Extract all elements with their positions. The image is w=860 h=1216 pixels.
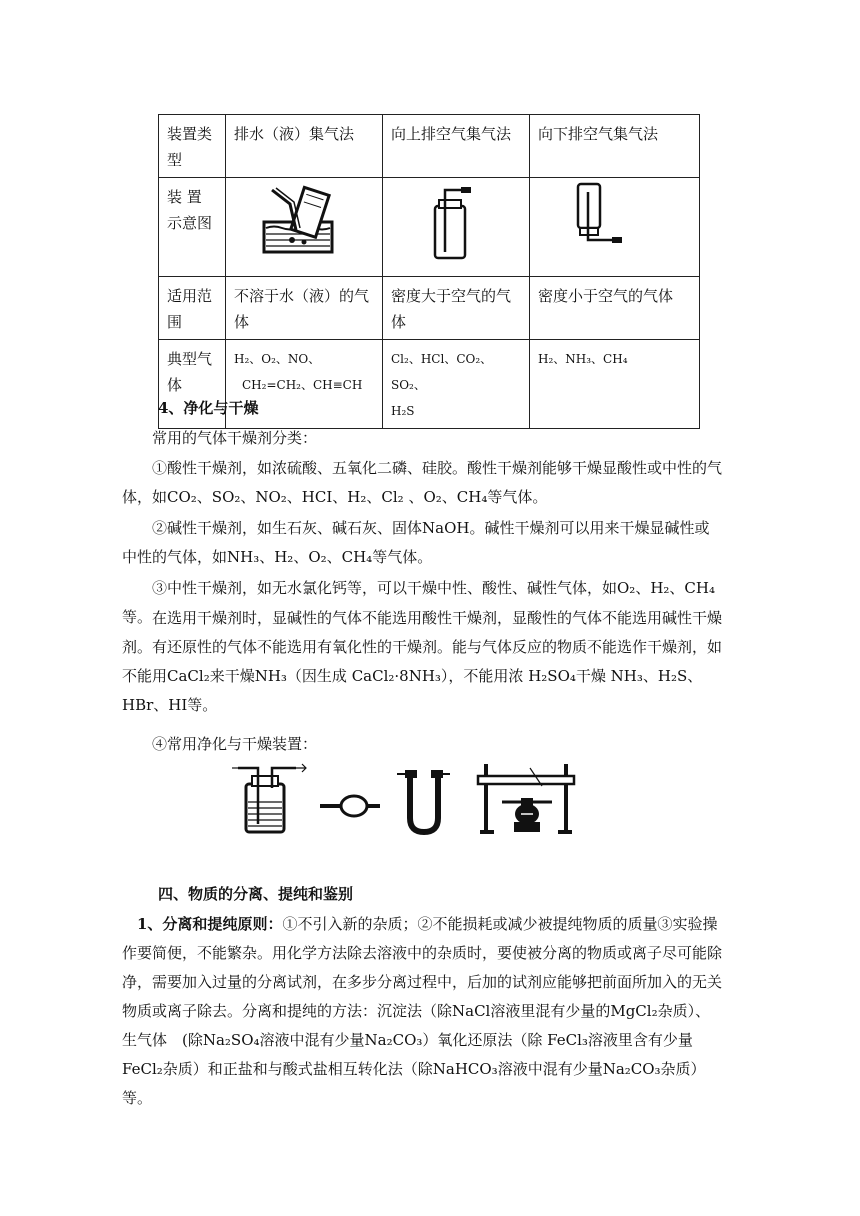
paragraph-basic: ②碱性干燥剂，如生石灰、碱石灰、固体NaOH。碱性干燥剂可以用来干燥显碱性或中性的气体，如NH₃、H₂、O₂、CH₄等气体。 [122,519,710,566]
typical-water-line1: H₂、O₂、NO、 [234,352,321,366]
downward-air-diagram [568,178,668,258]
section-four-title: 四、物质的分离、提纯和鉴别 [158,885,354,903]
paragraph-selection: 在选用干燥剂时，显碱性的气体不能选用酸性干燥剂，显酸性的气体不能选用碱性干燥剂。有还原性的气体不能选用有氧化性的干燥剂。能与气体反应的物质不能选作干燥剂，如不能用CaCl₂来干燥NH₃（因生成 CaCl₂·8NH₃），不能用浓 H₂SO₄干燥 NH₃、H₂S、HBr、HI等。 [122,609,723,714]
wash-bottle-icon [232,764,306,832]
paragraph-acidic: ①酸性干燥剂，如浓硫酸、五氧化二磷、硅胶。酸性干燥剂能够干燥显酸性或中性的气体，如CO₂、SO₂、NO₂、HCI、H₂、Cl₂ 、O₂、CH₄等气体。 [122,459,723,506]
cell-scope-downward: 密度小于空气的气体 [530,277,700,340]
table-row-diagram [159,178,700,277]
cell-scope-upward: 密度大于空气的气体 [383,277,530,340]
typical-water-line2: CH₂=CH₂、CH≡CH [242,378,363,392]
gas-collection-table [158,114,700,429]
upward-air-diagram [419,182,519,262]
paragraph-devices: ④常用净化与干燥装置： [152,735,318,753]
section-4-title: 4、净化与干燥 [158,399,259,417]
purification-devices-diagram [230,758,590,838]
separation-principle-text: ①不引入新的杂质；②不能损耗或减少被提纯物质的质量③实验操作要简便，不能繁杂。用化学方法除去溶液中的杂质时，要使被分离的物质或离子尽可能除净，需要加入过量的分离试剂，在多步分离过程中，后加的试剂应能够把前面所加入的无关物质或离子除去。分离和提纯的方法：沉淀法（除NaCl溶液里混有少量的MgCl₂杂质）、生气体 (除Na₂SO₄溶液中混有少量Na₂CO₃）氧化还原法（除 FeCl₃溶液里含有少量 FeCl₂杂质）和正盐和与酸式盐相互转化法（除NaHCO₃溶液中混有少量Na₂CO₃杂质）等。 [122,915,723,1107]
heating-apparatus-icon [478,764,574,834]
cell-upward-diagram [383,178,530,277]
typical-upward-line2: H₂S [391,404,415,418]
table-row-scope [159,277,700,340]
cell-downward-method: 向下排空气集气法 [530,115,700,178]
cell-diagram-label: 装 置 示意图 [159,178,226,277]
drying-tube-icon [320,796,380,816]
cell-downward-diagram [530,178,700,277]
cell-type-label: 装置类型 [159,115,226,178]
cell-upward-method: 向上排空气集气法 [383,115,530,178]
separation-principle-label: 1、分离和提纯原则： [137,915,283,933]
cell-scope-water: 不溶于水（液）的气体 [226,277,383,340]
paragraph-separation [122,910,722,1113]
water-trough-diagram [254,182,354,262]
cell-water-diagram [226,178,383,277]
cell-typical-downward: H₂、NH₃、CH₄ [530,340,700,429]
paragraph-neutral: ③中性干燥剂，如无水氯化钙等，可以干燥中性、酸性、碱性气体，如O₂、H₂、CH₄等。 [122,579,715,626]
dry-intro: 常用的气体干燥剂分类： [152,429,318,447]
cell-typical-label: 典型气体 [159,340,226,429]
cell-water-method: 排水（液）集气法 [226,115,383,178]
table-row-header [159,115,700,178]
u-tube-icon [397,770,450,832]
cell-scope-label: 适用范围 [159,277,226,340]
typical-upward-line1: Cl₂、HCl、CO₂、SO₂、 [391,352,493,392]
